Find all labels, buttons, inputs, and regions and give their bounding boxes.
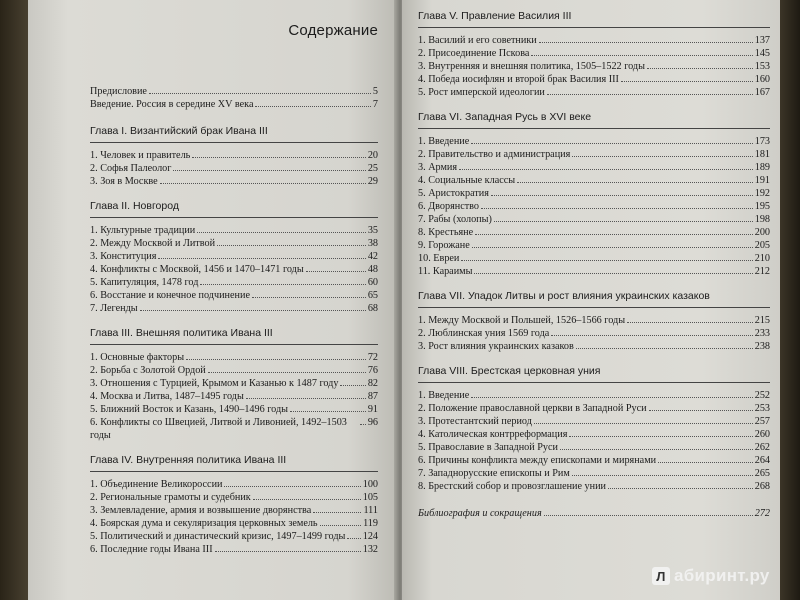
toc-entry <box>418 174 770 187</box>
dot-leader <box>547 94 753 95</box>
toc-entry <box>418 415 770 428</box>
entry-page: 72 <box>367 352 378 363</box>
toc-entry <box>418 340 770 353</box>
entry-page: 212 <box>754 266 770 277</box>
entry-page: 264 <box>754 455 770 466</box>
dot-leader <box>253 499 361 500</box>
entry-title: 4. Католическая контрреформация <box>418 429 568 440</box>
entry-page: 272 <box>754 508 770 519</box>
chapter-heading: Глава II. Новгород <box>90 200 378 218</box>
dot-leader <box>539 42 753 43</box>
entry-title: 4. Москва и Литва, 1487–1495 годы <box>90 391 244 402</box>
dot-leader <box>471 397 752 398</box>
entry-page: 82 <box>367 378 378 389</box>
toc-entry <box>90 390 378 403</box>
toc-entry <box>418 226 770 239</box>
entry-title: 6. Дворянство <box>418 201 480 212</box>
toc-entry <box>90 149 378 162</box>
chapter-block <box>418 111 770 278</box>
toc-entry <box>90 276 378 289</box>
entry-page: 205 <box>754 240 770 251</box>
toc-entry <box>90 478 378 491</box>
dot-leader <box>517 182 753 183</box>
entry-title: 1. Культурные традиции <box>90 225 196 236</box>
dot-leader <box>173 170 365 171</box>
dot-leader <box>140 310 366 311</box>
entry-title: 2. Софья Палеолог <box>90 163 172 174</box>
entry-page: 160 <box>754 74 770 85</box>
chapter-block <box>418 365 770 493</box>
chapter-block <box>90 454 378 556</box>
toc-entry <box>418 187 770 200</box>
dot-leader <box>471 143 752 144</box>
entry-page: 260 <box>754 429 770 440</box>
dot-leader <box>347 538 360 539</box>
entry-title: 9. Горожане <box>418 240 470 251</box>
entry-title: 3. Протестантский период <box>418 416 532 427</box>
toc-entry <box>418 200 770 213</box>
dot-leader <box>531 55 752 56</box>
dot-leader <box>186 359 366 360</box>
dot-leader <box>572 156 752 157</box>
entry-title: 1. Объединение Великороссии <box>90 479 223 490</box>
toc-entry <box>418 389 770 402</box>
dot-leader <box>560 449 753 450</box>
toc-entry <box>90 175 378 188</box>
dot-leader <box>360 424 366 425</box>
toc-entry <box>90 162 378 175</box>
entry-title: 4. Победа иосифлян и второй брак Василия III <box>418 74 619 85</box>
toc-entry <box>418 60 770 73</box>
dot-leader <box>252 297 366 298</box>
entry-page: 111 <box>363 505 378 516</box>
entry-page: 60 <box>367 277 378 288</box>
toc-entry <box>418 402 770 415</box>
dot-leader <box>461 260 752 261</box>
dot-leader <box>647 68 753 69</box>
chapter-heading: Глава III. Внешняя политика Ивана III <box>90 327 378 345</box>
toc-entry <box>90 543 378 556</box>
entry-page: 265 <box>754 468 770 479</box>
entry-title: 2. Положение православной церкви в Западной Руси <box>418 403 647 414</box>
entry-title: 6. Последние годы Ивана III <box>90 544 213 555</box>
entry-title: 3. Армия <box>418 162 458 173</box>
toc-entry <box>90 517 378 530</box>
entry-page: 119 <box>363 518 378 529</box>
dot-leader <box>608 488 753 489</box>
entry-page: 38 <box>367 238 378 249</box>
entry-page: 189 <box>754 162 770 173</box>
toc-entry <box>418 454 770 467</box>
page-title: Содержание <box>288 22 378 39</box>
entry-title: 5. Рост имперской идеологии <box>418 87 545 98</box>
entry-title: 7. Рабы (холопы) <box>418 214 492 225</box>
chapter-heading: Глава V. Правление Василия III <box>418 10 770 28</box>
entry-page: 173 <box>754 136 770 147</box>
entry-title: 2. Правительство и администрация <box>418 149 571 160</box>
entry-page: 262 <box>754 442 770 453</box>
dot-leader <box>200 284 365 285</box>
entry-title: 1. Человек и правитель <box>90 150 191 161</box>
entry-page: 181 <box>754 149 770 160</box>
toc-entry <box>90 530 378 543</box>
toc-entry <box>90 85 378 98</box>
entry-title: 2. Региональные грамоты и судебник <box>90 492 251 503</box>
chapter-heading: Глава IV. Внутренняя политика Ивана III <box>90 454 378 472</box>
toc-entry <box>90 416 378 442</box>
entry-page: 191 <box>754 175 770 186</box>
entry-page: 215 <box>754 315 770 326</box>
dot-leader <box>475 234 753 235</box>
entry-title: 6. Конфликты со Швецией, Литвой и Ливонией, 1492–1503 годы <box>90 417 347 441</box>
toc-entry <box>418 327 770 340</box>
chapter-block <box>418 290 770 353</box>
dot-leader <box>459 169 753 170</box>
entry-page: 192 <box>754 188 770 199</box>
entry-title: 3. Отношения с Турцией, Крымом и Казанью к 1487 году <box>90 378 339 389</box>
entry-title: 2. Люблинская уния 1569 года <box>418 328 550 339</box>
entry-page: 195 <box>754 201 770 212</box>
entry-title: Предисловие <box>90 86 147 97</box>
entry-title: 6. Причины конфликта между епископами и мирянами <box>418 455 657 466</box>
entry-title: 3. Землевладение, армия и возвышение дворянства <box>90 505 312 516</box>
toc-entry <box>418 441 770 454</box>
entry-page: 100 <box>362 479 378 490</box>
toc-entry <box>418 135 770 148</box>
dot-leader <box>544 515 753 516</box>
entry-title: 4. Социальные классы <box>418 175 516 186</box>
dot-leader <box>491 195 753 196</box>
toc-entry <box>90 289 378 302</box>
dot-leader <box>192 157 366 158</box>
entry-title: 2. Присоединение Пскова <box>418 48 530 59</box>
dot-leader <box>306 271 366 272</box>
dot-leader <box>160 183 366 184</box>
entry-title: 3. Внутренняя и внешняя политика, 1505–1522 годы <box>418 61 645 72</box>
chapter-block <box>90 327 378 442</box>
dot-leader <box>572 475 753 476</box>
dot-leader <box>208 372 366 373</box>
toc-entry <box>90 263 378 276</box>
dot-leader <box>215 551 361 552</box>
dot-leader <box>320 525 362 526</box>
toc-entry <box>418 314 770 327</box>
chapter-heading: Глава VII. Упадок Литвы и рост влияния украинских казаков <box>418 290 770 308</box>
chapter-heading: Глава I. Византийский брак Ивана III <box>90 125 378 143</box>
entry-title: 4. Боярская дума и секуляризация церковных земель <box>90 518 318 529</box>
right-chapters <box>418 10 770 493</box>
toc-entry <box>90 491 378 504</box>
entry-page: 132 <box>362 544 378 555</box>
toc-entry <box>90 364 378 377</box>
entry-page: 87 <box>367 391 378 402</box>
entry-title: 11. Караимы <box>418 266 473 277</box>
entry-title: 4. Конфликты с Москвой, 1456 и 1470–1471 годы <box>90 264 304 275</box>
dot-leader <box>149 93 371 94</box>
entry-page: 25 <box>367 163 378 174</box>
entry-page: 153 <box>754 61 770 72</box>
dot-leader <box>158 258 365 259</box>
entry-page: 145 <box>754 48 770 59</box>
entry-title: 7. Легенды <box>90 303 138 314</box>
toc-entry <box>90 377 378 390</box>
dot-leader <box>621 81 753 82</box>
entry-page: 257 <box>754 416 770 427</box>
entry-page: 65 <box>367 290 378 301</box>
entry-title: 5. Православие в Западной Руси <box>418 442 558 453</box>
entry-title: 5. Аристократия <box>418 188 489 199</box>
entry-title: 8. Крестьяне <box>418 227 474 238</box>
dot-leader <box>649 410 753 411</box>
entry-title: Введение. Россия в середине XV века <box>90 99 254 110</box>
toc-entry <box>90 224 378 237</box>
toc-entry <box>90 237 378 250</box>
chapter-heading: Глава VI. Западная Русь в XVI веке <box>418 111 770 129</box>
toc-entry <box>90 302 378 315</box>
toc-entry <box>418 252 770 265</box>
entry-page: 124 <box>362 531 378 542</box>
entry-title: 2. Между Москвой и Литвой <box>90 238 216 249</box>
dot-leader <box>246 398 366 399</box>
entry-title: 2. Борьба с Золотой Ордой <box>90 365 206 376</box>
entry-page: 198 <box>754 214 770 225</box>
dot-leader <box>658 462 753 463</box>
entry-page: 35 <box>367 225 378 236</box>
dot-leader <box>481 208 753 209</box>
entry-page: 5 <box>372 86 378 97</box>
entry-title: 1. Введение <box>418 136 470 147</box>
labirint-logo-icon: Л <box>652 567 670 585</box>
entry-page: 210 <box>754 253 770 264</box>
entry-title: 1. Василий и его советники <box>418 35 537 46</box>
watermark <box>652 566 770 586</box>
entry-title: 1. Основные факторы <box>90 352 185 363</box>
chapter-block <box>90 125 378 188</box>
dot-leader <box>255 106 370 107</box>
entry-page: 167 <box>754 87 770 98</box>
chapter-block <box>418 10 770 99</box>
entry-title: 10. Евреи <box>418 253 460 264</box>
dot-leader <box>340 385 365 386</box>
toc-entry <box>90 403 378 416</box>
entry-page: 233 <box>754 328 770 339</box>
toc-entry <box>418 428 770 441</box>
bibliography-entry <box>418 507 770 520</box>
entry-page: 105 <box>362 492 378 503</box>
toc-entry <box>90 504 378 517</box>
entry-page: 76 <box>367 365 378 376</box>
entry-title: 1. Введение <box>418 390 470 401</box>
dot-leader <box>494 221 753 222</box>
toc-entry <box>90 98 378 111</box>
entry-page: 42 <box>367 251 378 262</box>
dot-leader <box>576 348 753 349</box>
entry-title: 6. Восстание и конечное подчинение <box>90 290 250 301</box>
dot-leader <box>313 512 361 513</box>
toc-entry <box>418 47 770 60</box>
toc-entry <box>418 480 770 493</box>
dot-leader <box>197 232 366 233</box>
chapter-block <box>90 200 378 315</box>
dot-leader <box>551 335 752 336</box>
toc-entry <box>418 161 770 174</box>
left-page <box>28 0 396 600</box>
dot-leader <box>569 436 752 437</box>
entry-page: 200 <box>754 227 770 238</box>
entry-page: 68 <box>367 303 378 314</box>
entry-page: 252 <box>754 390 770 401</box>
dot-leader <box>474 273 752 274</box>
toc-entry <box>418 467 770 480</box>
entry-page: 137 <box>754 35 770 46</box>
toc-entry <box>90 351 378 364</box>
entry-page: 7 <box>372 99 378 110</box>
entry-title: 5. Капитуляция, 1478 год <box>90 277 199 288</box>
entry-page: 29 <box>367 176 378 187</box>
watermark-text: абиринт.ру <box>674 566 770 585</box>
dot-leader <box>627 322 753 323</box>
entry-page: 253 <box>754 403 770 414</box>
entry-title: 1. Между Москвой и Польшей, 1526–1566 годы <box>418 315 626 326</box>
toc-entry <box>418 86 770 99</box>
left-chapters <box>90 125 378 556</box>
entry-title: 3. Зоя в Москве <box>90 176 158 187</box>
dot-leader <box>534 423 753 424</box>
entry-title: 3. Рост влияния украинских казаков <box>418 341 574 352</box>
entry-page: 96 <box>367 417 378 428</box>
entry-title: Библиография и сокращения <box>418 508 542 519</box>
chapter-heading: Глава VIII. Брестская церковная уния <box>418 365 770 383</box>
dot-leader <box>224 486 360 487</box>
toc-entry <box>418 239 770 252</box>
right-page <box>402 0 780 600</box>
toc-entry <box>418 34 770 47</box>
entry-page: 238 <box>754 341 770 352</box>
entry-title: 7. Западнорусские епископы и Рим <box>418 468 570 479</box>
toc-entry <box>418 73 770 86</box>
entry-page: 268 <box>754 481 770 492</box>
entry-title: 5. Ближний Восток и Казань, 1490–1496 годы <box>90 404 289 415</box>
dot-leader <box>290 411 366 412</box>
toc-entry <box>418 265 770 278</box>
toc-entry <box>418 213 770 226</box>
prelim-entries <box>90 85 378 111</box>
dot-leader <box>472 247 753 248</box>
toc-entry <box>90 250 378 263</box>
entry-title: 5. Политический и династический кризис, 1497–1499 годы <box>90 531 346 542</box>
entry-page: 20 <box>367 150 378 161</box>
entry-page: 48 <box>367 264 378 275</box>
entry-title: 3. Конституция <box>90 251 157 262</box>
entry-title: 8. Брестский собор и провозглашение унии <box>418 481 607 492</box>
toc-entry <box>418 148 770 161</box>
entry-page: 91 <box>367 404 378 415</box>
dot-leader <box>217 245 366 246</box>
